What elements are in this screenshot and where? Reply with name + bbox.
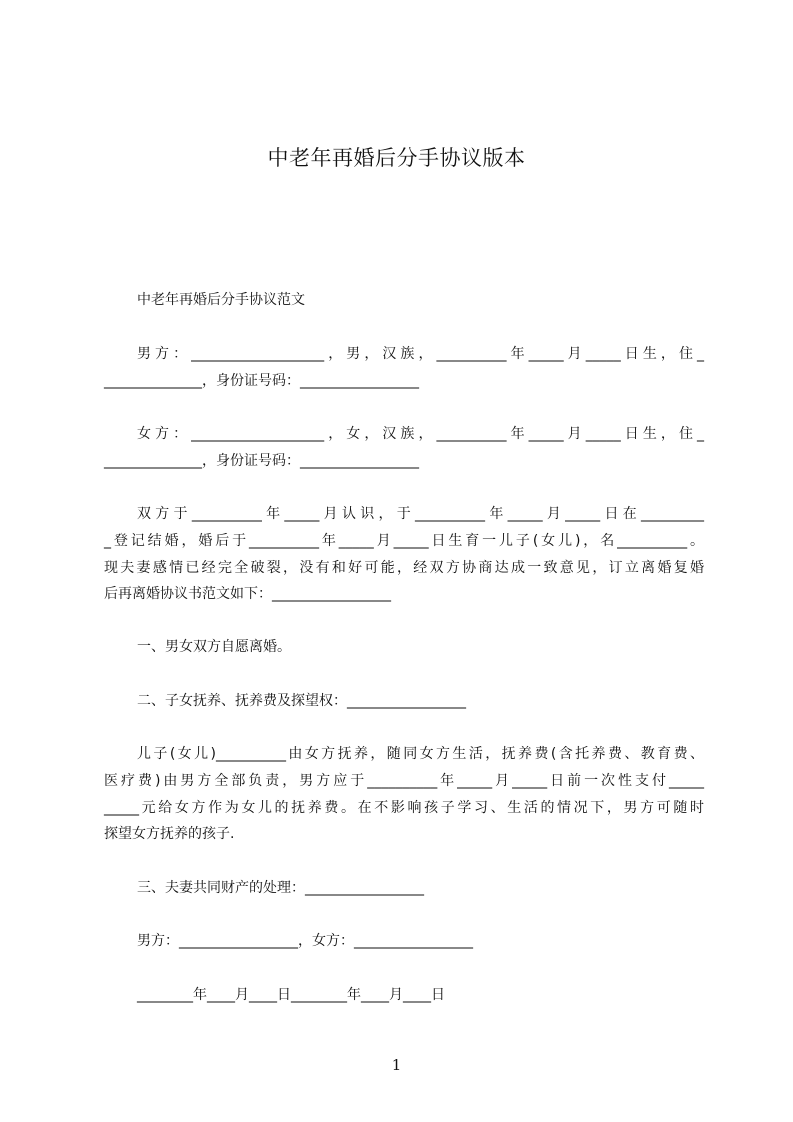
- clause-divorce: 一、男女双方自愿离婚。: [137, 639, 291, 655]
- marriage-info-line-3: 现夫妻感情已经完全破裂，没有和好可能，经双方协商达成一致意见，订立离婚复婚: [104, 560, 704, 576]
- female-party-line-2: ______________，身份证号码：_________________: [104, 453, 419, 469]
- clause-child-custody: 二、子女抚养、抚养费及探望权：_________________: [137, 693, 466, 709]
- signature-line: 男方：_________________，女方：_________________: [137, 933, 473, 949]
- child-support-line-4: 探望女方抚养的孩子.: [104, 826, 235, 842]
- document-title: 中老年再婚后分手协议版本: [267, 146, 526, 170]
- marriage-info-line-2: _登记结婚，婚后于__________年_____月_____日生育一儿子(女儿)，名__________。: [104, 533, 704, 549]
- male-party-line-2: ______________，身份证号码：_________________: [104, 373, 419, 389]
- child-support-line-1: 儿子(女儿)__________由女方抚养，随同女方生活，抚养费(含托养费、教育费、: [137, 746, 704, 762]
- female-party-line-1: 女方：___________________，女，汉族，__________年_____月_____日生，住_: [137, 426, 704, 442]
- clause-joint-property: 三、夫妻共同财产的处理：_________________: [137, 880, 424, 896]
- marriage-info-line-1: 双方于__________年_____月认识，于__________年_____月_____日在_________: [137, 506, 704, 522]
- date-line: ________年____月____日________年____月____日: [137, 987, 445, 1003]
- male-party-line-1: 男方：___________________，男，汉族，__________年_____月_____日生，住_: [137, 346, 704, 362]
- child-support-line-3: _____元给女方作为女儿的抚养费。在不影响孩子学习、生活的情况下，男方可随时: [104, 800, 704, 816]
- marriage-info-line-4: 后再离婚协议书范文如下：_________________: [104, 586, 391, 602]
- page-number: 1: [391, 1056, 402, 1074]
- child-support-line-2: 医疗费)由男方全部负责，男方应于__________年_____月_____日前一次性支付_____: [104, 773, 704, 789]
- document-subtitle: 中老年再婚后分手协议范文: [137, 292, 305, 308]
